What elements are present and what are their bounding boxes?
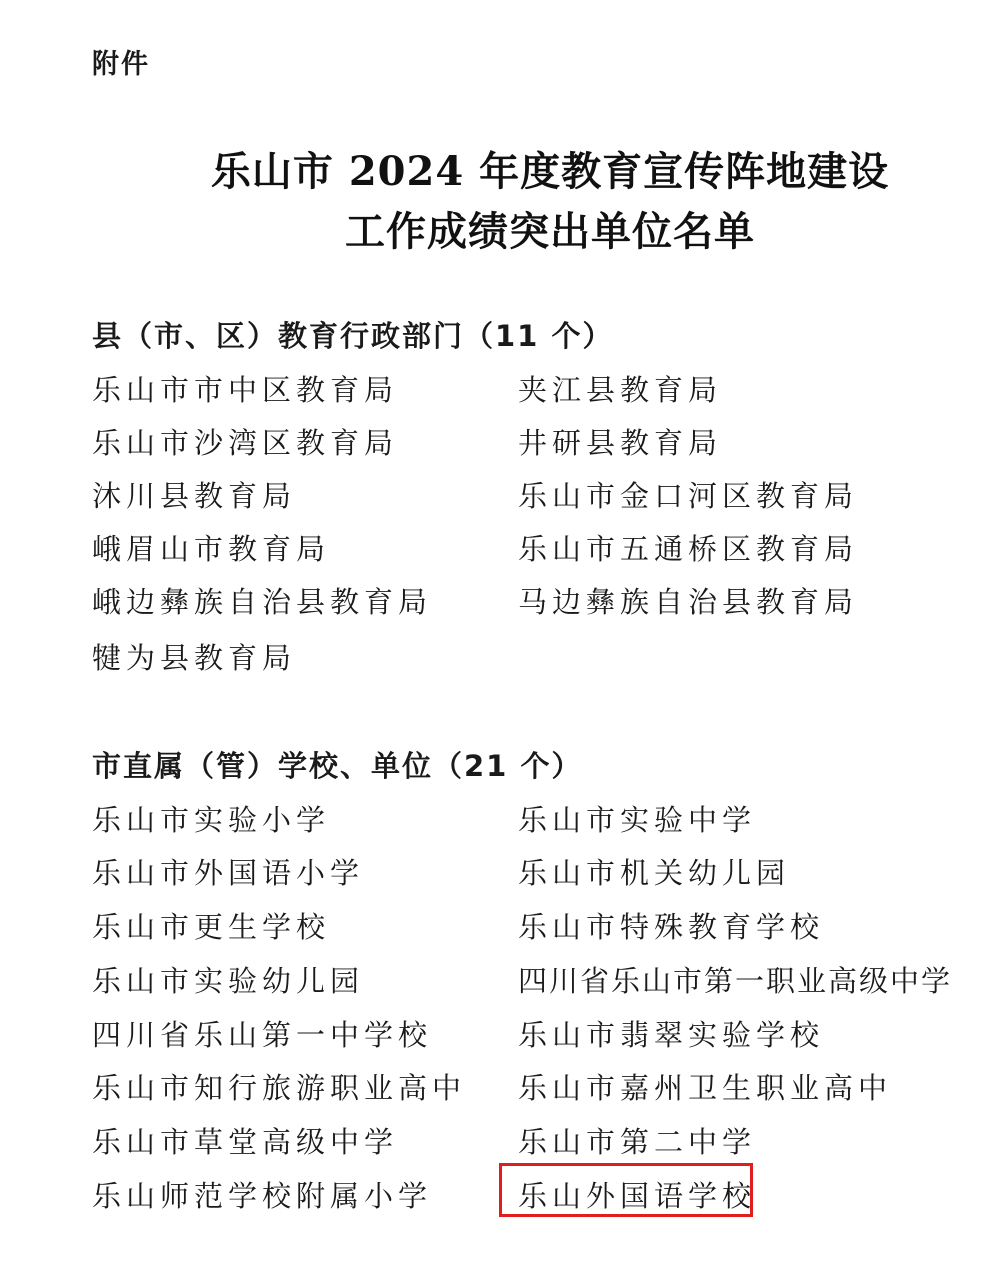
list-item: 乐山市金口河区教育局 [518,479,859,513]
list-item: 乐山市翡翠实验学校 [518,1018,825,1052]
list-item: 马边彝族自治县教育局 [518,585,859,619]
list-item: 乐山市外国语小学 [92,856,365,890]
list-item: 乐山市实验幼儿园 [92,964,365,998]
list-item: 乐山市第二中学 [518,1125,757,1159]
list-item: 夹江县教育局 [518,373,723,407]
list-item: 四川省乐山市第一职业高级中学 [518,964,953,998]
list-item: 乐山市实验小学 [92,803,331,837]
list-item: 犍为县教育局 [92,641,297,675]
list-item: 乐山市特殊教育学校 [518,910,825,944]
list-item: 四川省乐山第一中学校 [92,1018,433,1052]
list-item: 乐山市知行旅游职业高中 [92,1071,467,1105]
list-item: 乐山市市中区教育局 [92,373,399,407]
list-item: 乐山师范学校附属小学 [92,1179,433,1213]
list-item: 乐山市草堂高级中学 [92,1125,399,1159]
list-item: 沐川县教育局 [92,479,297,513]
section-heading-county-bureaus: 县（市、区）教育行政部门（11 个） [92,319,614,353]
list-item: 井研县教育局 [518,426,723,460]
list-item: 乐山市更生学校 [92,910,331,944]
section-heading-city-schools: 市直属（管）学校、单位（21 个） [92,749,583,783]
page-title-line-2: 工作成绩突出单位名单 [345,208,755,255]
list-item: 峨眉山市教育局 [92,532,331,566]
list-item: 峨边彝族自治县教育局 [92,585,433,619]
list-item: 乐山市嘉州卫生职业高中 [518,1071,893,1105]
highlighted-list-item: 乐山外国语学校 [518,1179,757,1213]
highlight-box [499,1163,753,1217]
list-item: 乐山市机关幼儿园 [518,856,791,890]
list-item: 乐山市沙湾区教育局 [92,426,399,460]
list-item: 乐山市五通桥区教育局 [518,532,859,566]
list-item: 乐山市实验中学 [518,803,757,837]
page-title-line-1: 乐山市 2024 年度教育宣传阵地建设 [210,148,890,195]
attachment-label: 附件 [92,49,150,80]
